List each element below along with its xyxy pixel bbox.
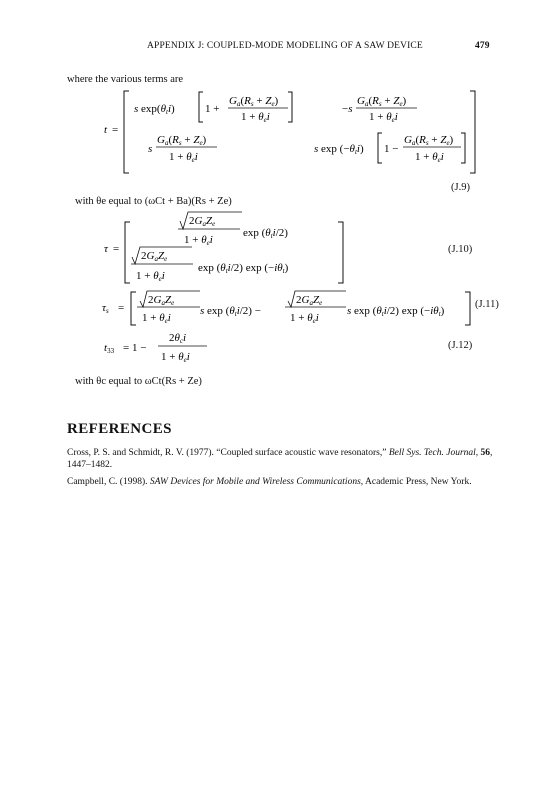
svg-text:Ga(Rs + Ze): Ga(Rs + Ze) [404, 134, 454, 147]
svg-text:1 +: 1 + [205, 103, 220, 115]
equation-number-j9: (J.9) [451, 182, 470, 193]
svg-text:Ga(Rs + Ze): Ga(Rs + Ze) [229, 95, 279, 108]
svg-text:t33: t33 [104, 342, 115, 355]
equation-j10 [104, 212, 343, 283]
svg-text:t: t [104, 124, 108, 136]
svg-text:s: s [148, 143, 153, 155]
reference-2-publisher: , Academic Press, New York. [360, 477, 472, 487]
svg-text:s exp (θti/2) −: s exp (θti/2) − [200, 305, 261, 318]
reference-1-volume: 56 [480, 448, 491, 458]
svg-text:2GaZe: 2GaZe [189, 215, 216, 228]
svg-text:1 + θei: 1 + θei [184, 234, 213, 247]
svg-text:1 + θei: 1 + θei [142, 312, 171, 325]
svg-text:τs: τs [102, 302, 109, 315]
svg-text:1 + θei: 1 + θei [161, 351, 190, 364]
theta-c-definition: with θc equal to ωCt(Rs + Ze) [75, 376, 202, 387]
theta-e-definition: with θe equal to (ωCt + Ba)(Rs + Ze) [75, 196, 232, 207]
svg-text:τ: τ [104, 243, 108, 255]
svg-text:exp (θti/2): exp (θti/2) [243, 227, 288, 240]
references-heading: REFERENCES [67, 421, 172, 437]
equation-number-j10: (J.10) [448, 244, 473, 255]
svg-text:1 + θei: 1 + θei [169, 151, 198, 164]
svg-text:=: = [113, 243, 120, 255]
svg-text:2θci: 2θci [169, 332, 187, 345]
equation-number-j12: (J.12) [448, 340, 473, 351]
svg-text:=: = [112, 124, 119, 136]
svg-text:s exp(θti): s exp(θti) [134, 103, 175, 116]
reference-2 [67, 476, 497, 488]
reference-1-journal: Bell Sys. Tech. Journal [388, 448, 476, 458]
svg-text:=: = [118, 302, 125, 314]
header-title: APPENDIX J: COUPLED-MODE MODELING OF A SAW DEVICE [147, 41, 423, 51]
reference-1-authors: Cross, P. S. and Schmidt, R. V. (1977). “Coupled surface acoustic wave resonators,” [67, 448, 387, 458]
svg-text:2GaZe: 2GaZe [296, 294, 323, 307]
svg-text:1 + θei: 1 + θei [415, 151, 444, 164]
svg-text:s exp (−θti): s exp (−θti) [314, 143, 364, 156]
svg-text:2GaZe: 2GaZe [148, 294, 175, 307]
equation-j11 [102, 291, 470, 325]
equation-j12 [104, 332, 207, 364]
svg-text:s exp (θti/2) exp (−iθt): s exp (θti/2) exp (−iθt) [347, 305, 445, 318]
reference-2-title: SAW Devices for Mobile and Wireless Communications [149, 477, 361, 487]
svg-text:1 + θei: 1 + θei [136, 270, 165, 283]
reference-1-pages: , 1447–1482. [67, 448, 493, 471]
reference-2-authors: Campbell, C. (1998). [67, 477, 148, 487]
svg-text:exp (θti/2) exp (−iθt): exp (θti/2) exp (−iθt) [198, 262, 289, 275]
reference-1: Cross, P. S. and Schmidt, R. V. (1977). “Coupled surface acoustic wave resonators,” Bell Sys. Tech. Journal, 56, 1447–1482. [67, 448, 493, 471]
page-number: 479 [475, 41, 490, 51]
svg-text:Ga(Rs + Ze): Ga(Rs + Ze) [157, 134, 207, 147]
equation-j9 [104, 91, 475, 173]
svg-text:1 −: 1 − [384, 143, 399, 155]
intro-text: where the various terms are [67, 74, 184, 85]
svg-text:1 + θei: 1 + θei [290, 312, 319, 325]
svg-text:2GaZe: 2GaZe [141, 250, 168, 263]
svg-text:= 1 −: = 1 − [123, 342, 147, 354]
svg-text:Ga(Rs + Ze): Ga(Rs + Ze) [357, 95, 407, 108]
svg-text:1 + θei: 1 + θei [369, 111, 398, 124]
svg-text:1 + θei: 1 + θei [241, 111, 270, 124]
svg-text:−s: −s [342, 103, 353, 115]
equation-number-j11: (J.11) [475, 299, 499, 310]
